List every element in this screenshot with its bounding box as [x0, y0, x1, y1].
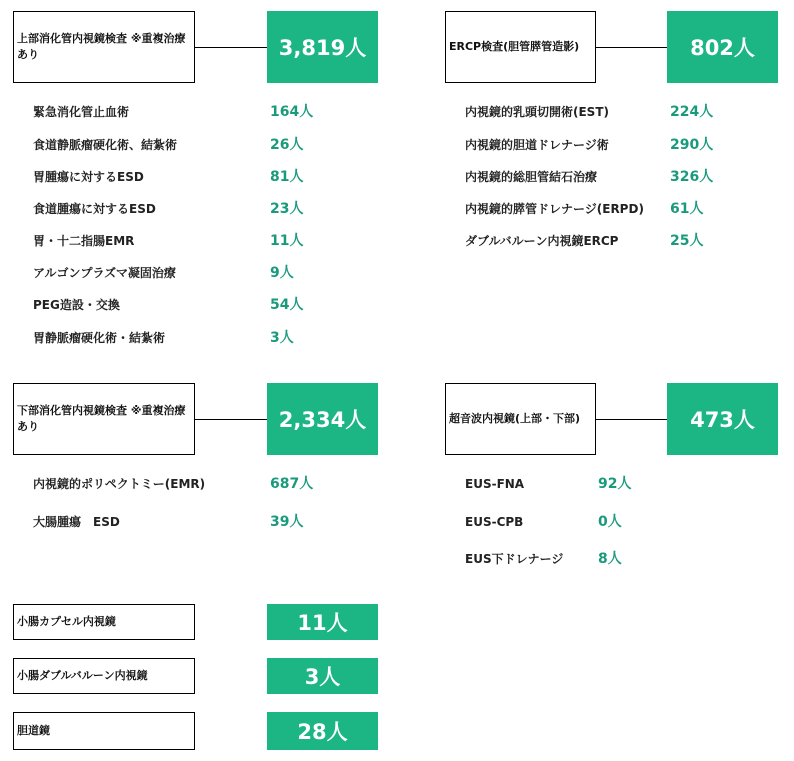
upper-gi-total-box: [267, 11, 378, 83]
eus-total-box: [667, 383, 778, 455]
eus-total: 473人: [690, 408, 755, 432]
ercp-item-name: 内視鏡的乳頭切開術(EST): [465, 105, 609, 119]
eus-connector: [596, 419, 667, 420]
small-intestine-capsule-total-box: [267, 604, 378, 640]
cholangioscopy-total: 28人: [297, 720, 348, 744]
lower-gi-total-box: [267, 383, 378, 455]
lower-gi-item-name: 大腸腫瘍 ESD: [33, 515, 120, 529]
upper-gi-item-count: 23人: [270, 201, 304, 217]
ercp-total-box: [667, 11, 778, 83]
ercp-item-name: ダブルバルーン内視鏡ERCP: [465, 234, 619, 248]
eus-item-name: EUS下ドレナージ: [465, 552, 564, 566]
upper-gi-label-box: [13, 11, 195, 83]
ercp-item-count: 326人: [670, 169, 714, 185]
upper-gi-item-name: PEG造設・交換: [33, 298, 120, 312]
ercp-item-name: 内視鏡的総胆管結石治療: [465, 170, 598, 184]
upper-gi-item-count: 3人: [270, 330, 294, 346]
upper-gi-item-count: 11人: [270, 233, 304, 249]
small-intestine-capsule-label: 小腸カプセル内視鏡: [17, 615, 116, 628]
small-intestine-double-balloon-label: 小腸ダブルバルーン内視鏡: [17, 669, 148, 682]
cholangioscopy-label-box: [13, 712, 195, 750]
lower-gi-item-count: 687人: [270, 476, 314, 492]
lower-gi-connector: [195, 419, 267, 420]
upper-gi-item-name: 食道静脈瘤硬化術、結紮術: [33, 138, 178, 152]
upper-gi-item-name: 胃静脈瘤硬化術・結紮術: [33, 331, 166, 345]
ercp-item-name: 内視鏡的胆道ドレナージ術: [465, 138, 609, 152]
ercp-item-count: 290人: [670, 137, 714, 153]
small-intestine-capsule-label-box: [13, 604, 195, 640]
ercp-total: 802人: [690, 36, 755, 60]
eus-item-count: 0人: [598, 514, 622, 530]
eus-item-name: EUS-FNA: [465, 477, 525, 491]
upper-gi-item-count: 26人: [270, 137, 304, 153]
ercp-item-count: 224人: [670, 104, 714, 120]
lower-gi-item-count: 39人: [270, 514, 304, 530]
small-intestine-double-balloon-label-box: [13, 658, 195, 694]
upper-gi-item-count: 81人: [270, 169, 304, 185]
eus-label-box: [445, 383, 596, 455]
small-intestine-capsule-total: 11人: [297, 611, 348, 635]
lower-gi-item-name: 内視鏡的ポリペクトミー(EMR): [33, 477, 206, 491]
ercp-label: ERCP検査(胆管膵管造影): [449, 40, 580, 53]
upper-gi-item-name: 胃・十二指腸EMR: [33, 234, 135, 248]
eus-item-count: 8人: [598, 551, 622, 567]
upper-gi-item-name: 緊急消化管止血術: [33, 105, 130, 119]
ercp-item-count: 25人: [670, 233, 704, 249]
upper-gi-item-count: 54人: [270, 297, 304, 313]
small-intestine-double-balloon-total-box: [267, 658, 378, 694]
cholangioscopy-label: 胆道鏡: [17, 724, 50, 737]
upper-gi-item-name: 胃腫瘍に対するESD: [33, 170, 144, 184]
upper-gi-connector: [195, 47, 267, 48]
eus-label: 超音波内視鏡(上部・下部): [449, 412, 581, 425]
upper-gi-item-count: 164人: [270, 104, 314, 120]
eus-item-name: EUS-CPB: [465, 515, 524, 529]
upper-gi-label: 上部消化管内視鏡検査 ※重複治療あり: [17, 32, 186, 61]
upper-gi-item-name: 食道腫瘍に対するESD: [33, 202, 156, 216]
lower-gi-total: 2,334人: [278, 408, 367, 432]
upper-gi-total: 3,819人: [278, 36, 367, 60]
ercp-connector: [596, 47, 667, 48]
small-intestine-double-balloon-total: 3人: [304, 665, 341, 689]
lower-gi-label-box: [13, 383, 195, 455]
upper-gi-item-name: アルゴンプラズマ凝固治療: [33, 266, 176, 280]
ercp-label-box: [445, 11, 596, 83]
lower-gi-label: 下部消化管内視鏡検査 ※重複治療あり: [17, 404, 186, 433]
upper-gi-item-count: 9人: [270, 265, 294, 281]
eus-item-count: 92人: [598, 476, 632, 492]
ercp-item-count: 61人: [670, 201, 704, 217]
cholangioscopy-total-box: [267, 712, 378, 750]
ercp-item-name: 内視鏡的膵管ドレナージ(ERPD): [465, 202, 644, 216]
